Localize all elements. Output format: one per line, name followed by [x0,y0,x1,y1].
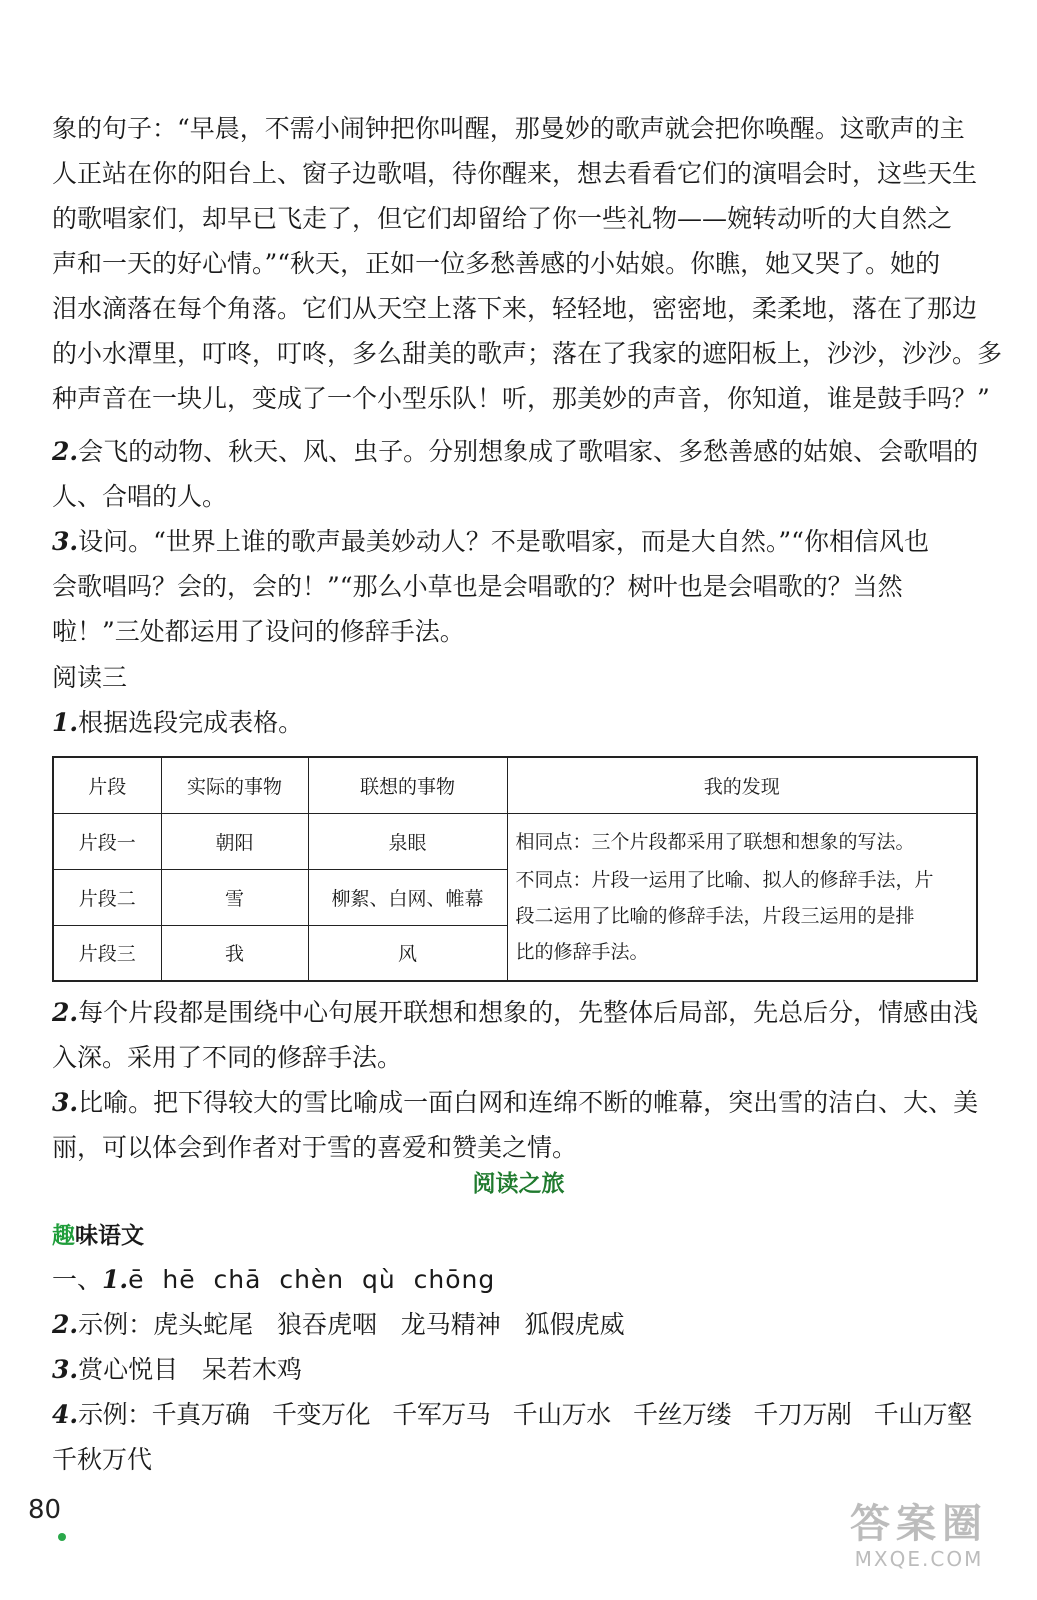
pinyin-answers: ē hē chā chèn qù chōng [128,1265,496,1294]
watermark-bottom: MXQE.COM [854,1547,984,1571]
table-cell: 雪 [161,869,308,925]
fun-item-3 [52,1347,987,1392]
table-header-row [53,757,977,813]
finding-diff-line: 比的修辞手法。 [515,940,649,963]
watermark-logo [829,1500,1009,1580]
text-line: 比喻。把下得较大的雪比喻成一面白网和连绵不断的帷幕，突出雪的洁白、大、美 [78,1088,979,1117]
text-line: 会飞的动物、秋天、风、虫子。分别想象成了歌唱家、多愁善感的姑娘、会歌唱的 [78,437,979,466]
item-number: 3. [52,1088,79,1117]
item-number: 1. [102,1265,129,1294]
text-line: 的歌唱家们，却早已飞走了，但它们却留给了你一些礼物——婉转动听的大自然之 [52,204,953,233]
item-number: 3. [52,1355,79,1384]
subsection-title [52,1217,144,1250]
fragment-table [52,756,978,982]
reading-3-item-3 [52,1080,987,1170]
text-line: 人、合唱的人。 [52,482,228,511]
fun-item-2 [52,1302,987,1347]
table-cell: 朝阳 [161,813,308,869]
text-line: 赏心悦目 呆若木鸡 [78,1355,302,1384]
text-line: 的小水潭里，叮咚，叮咚，多么甜美的歌声；落在了我家的遮阳板上，沙沙，沙沙。多 [52,339,1003,368]
table-header: 联想的事物 [308,757,507,813]
section-title: 阅读之旅 [472,1170,565,1197]
item-number: 2. [52,998,79,1027]
text-line: 象的句子：“早晨，不需小闹钟把你叫醒，那曼妙的歌声就会把你唤醒。这歌声的主 [52,114,965,143]
text-line: 示例：千真万确 千变万化 千军万马 千山万水 千丝万缕 千刀万剐 千山万壑 [78,1400,972,1429]
answer-item-3 [52,519,987,654]
item-number: 3. [52,527,79,556]
text-line: 泪水滴落在每个角落。它们从天空上落下来，轻轻地，密密地，柔柔地，落在了那边 [52,294,978,323]
table-cell: 泉眼 [308,813,507,869]
page-number: 80 [28,1495,62,1525]
reading-3-item-1 [52,700,987,745]
fun-item-1 [52,1257,987,1302]
subsection-first-char: 趣 [52,1222,75,1249]
item-number: 2. [52,437,79,466]
finding-same: 相同点：三个片段都采用了联想和想象的写法。 [515,830,915,853]
reading-3-heading: 阅读三 [52,663,128,692]
table-cell: 片段二 [53,869,161,925]
text-line: 示例：虎头蛇尾 狼吞虎咽 龙马精神 狐假虎威 [78,1310,625,1339]
item-number: 2. [52,1310,79,1339]
findings-cell [507,813,977,981]
table-cell: 风 [308,925,507,981]
table-cell: 柳絮、白网、帷幕 [308,869,507,925]
finding-diff-line: 段二运用了比喻的修辞手法，片段三运用的是排 [515,904,915,927]
question-prefix: 一、 [52,1265,103,1294]
answer-item-2 [52,429,987,519]
fun-chinese-answers [52,1257,987,1482]
table-cell: 我 [161,925,308,981]
table-cell: 片段三 [53,925,161,981]
table-header: 片段 [53,757,161,813]
text-line: 每个片段都是围绕中心句展开联想和想象的，先整体后局部，先总后分，情感由浅 [78,998,979,1027]
text-line: 入深。采用了不同的修辞手法。 [52,1043,403,1072]
table-header: 实际的事物 [161,757,308,813]
text-line: 丽，可以体会到作者对于雪的喜爱和赞美之情。 [52,1133,578,1162]
page-dot-icon [58,1533,66,1541]
text-line: 设问。“世界上谁的歌声最美妙动人？不是歌唱家，而是大自然。”“你相信风也 [78,527,929,556]
finding-diff-line: 不同点：片段一运用了比喻、拟人的修辞手法，片 [515,868,934,891]
text-line: 千秋万代 [52,1445,153,1474]
item-number: 1. [52,708,79,737]
intro-paragraph [52,106,1003,421]
reading-3-item-2 [52,990,987,1080]
item-number: 4. [52,1400,79,1429]
subsection-rest: 味语文 [75,1222,144,1249]
fun-item-4 [52,1392,987,1437]
text-line: 种声音在一块儿，变成了一个小型乐队！听，那美妙的声音，你知道，谁是鼓手吗？” [52,384,990,413]
text-line: 声和一天的好心情。”“秋天，正如一位多愁善感的小姑娘。你瞧，她又哭了。她的 [52,249,941,278]
text-line: 啦！”三处都运用了设问的修辞手法。 [52,617,465,646]
text-line: 人正站在你的阳台上、窗子边歌唱，待你醒来，想去看看它们的演唱会时，这些天生 [52,159,978,188]
table-header: 我的发现 [507,757,977,813]
text-line: 根据选段完成表格。 [78,708,304,737]
watermark-top: 答案圈 [850,1501,988,1547]
table-cell: 片段一 [53,813,161,869]
text-line: 会歌唱吗？会的，会的！”“那么小草也是会唱歌的？树叶也是会唱歌的？当然 [52,572,903,601]
table-row [53,813,977,869]
